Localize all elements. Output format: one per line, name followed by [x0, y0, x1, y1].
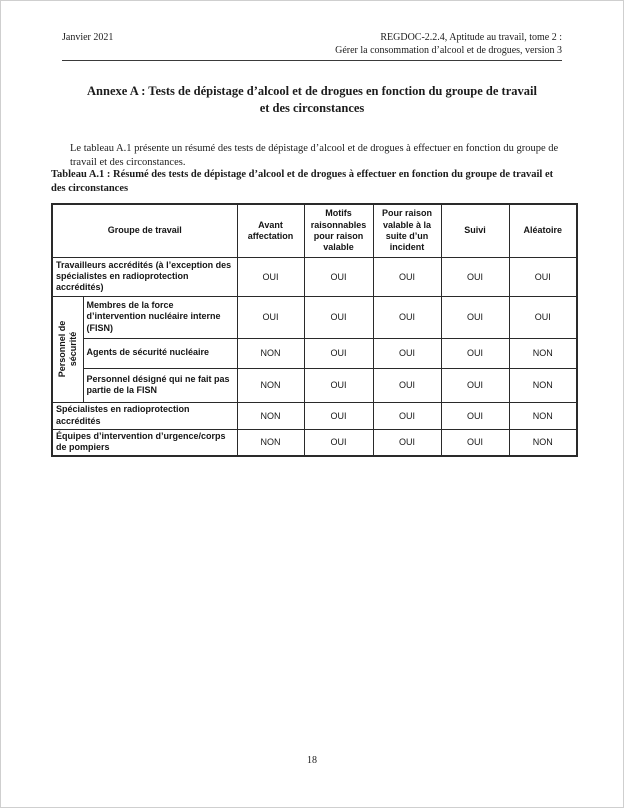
- header-doc-reference: [335, 31, 562, 57]
- table-caption: Tableau A.1 : Résumé des tests de dépistage d’alcool et de drogues à effectuer en fonction du groupe de travail et des circonstances: [51, 169, 554, 194]
- table-row: [52, 429, 577, 456]
- cell-value: OUI: [304, 296, 373, 338]
- cell-value: OUI: [509, 257, 577, 296]
- cell-value: OUI: [509, 296, 577, 338]
- cell-value: OUI: [441, 429, 509, 456]
- row-label-travailleurs-accredites: Travailleurs accrédités (à l’exception des spécialistes en radioprotection accrédités): [52, 257, 237, 296]
- testing-summary-table: [51, 203, 578, 457]
- row-label-specialistes-radioprotection: Spécialistes en radioprotection accrédités: [52, 402, 237, 429]
- cell-value: NON: [509, 368, 577, 402]
- row-label-equipes-urgence-pompiers: Équipes d’intervention d’urgence/corps de pompiers: [52, 429, 237, 456]
- col-header-raison-valable-incident: Pour raison valable à la suite d’un incident: [373, 204, 441, 257]
- cell-value: OUI: [304, 338, 373, 368]
- col-header-aleatoire: Aléatoire: [509, 204, 577, 257]
- table-header-row: [52, 204, 577, 257]
- cell-value: OUI: [441, 296, 509, 338]
- row-group-personnel-de-securite: [52, 296, 83, 402]
- cell-value: OUI: [441, 338, 509, 368]
- row-label-personnel-designe: Personnel désigné qui ne fait pas partie de la FISN: [83, 368, 237, 402]
- header-doc-line1: REGDOC-2.2.4, Aptitude au travail, tome 2 :: [380, 32, 562, 43]
- col-header-avant-affectation: Avant affectation: [237, 204, 304, 257]
- cell-value: OUI: [373, 429, 441, 456]
- running-header: [62, 31, 562, 61]
- cell-value: OUI: [373, 257, 441, 296]
- cell-value: NON: [237, 429, 304, 456]
- cell-value: OUI: [304, 368, 373, 402]
- cell-value: OUI: [373, 338, 441, 368]
- cell-value: OUI: [373, 296, 441, 338]
- rotated-group-label: Personnel de sécurité: [56, 320, 78, 378]
- cell-value: NON: [509, 429, 577, 456]
- row-label-membres-fisn: Membres de la force d’intervention nucléaire interne (FISN): [83, 296, 237, 338]
- cell-value: OUI: [441, 368, 509, 402]
- intro-paragraph: Le tableau A.1 présente un résumé des tests de dépistage d’alcool et de drogues à effectuer en fonction du groupe de travail et des circonstances.: [70, 142, 559, 168]
- table-row: [52, 296, 577, 338]
- header-doc-line2: Gérer la consommation d’alcool et de drogues, version 3: [335, 45, 562, 56]
- cell-value: OUI: [441, 257, 509, 296]
- cell-value: NON: [237, 368, 304, 402]
- header-date: Janvier 2021: [62, 32, 114, 43]
- cell-value: NON: [237, 338, 304, 368]
- table-row: [52, 402, 577, 429]
- annex-title: Annexe A : Tests de dépistage d’alcool et de drogues en fonction du groupe de travail et des circonstances: [87, 84, 537, 115]
- cell-value: NON: [509, 402, 577, 429]
- col-header-groupe-de-travail: Groupe de travail: [52, 204, 237, 257]
- cell-value: OUI: [237, 296, 304, 338]
- col-header-suivi: Suivi: [441, 204, 509, 257]
- page-number: 18: [307, 755, 317, 766]
- cell-value: OUI: [304, 402, 373, 429]
- cell-value: OUI: [237, 257, 304, 296]
- row-label-agents-securite-nucleaire: Agents de sécurité nucléaire: [83, 338, 237, 368]
- table-row: [52, 368, 577, 402]
- cell-value: OUI: [373, 368, 441, 402]
- cell-value: OUI: [441, 402, 509, 429]
- table-row: [52, 338, 577, 368]
- cell-value: NON: [237, 402, 304, 429]
- cell-value: OUI: [304, 257, 373, 296]
- cell-value: OUI: [304, 429, 373, 456]
- table-row: [52, 257, 577, 296]
- cell-value: OUI: [373, 402, 441, 429]
- cell-value: NON: [509, 338, 577, 368]
- col-header-motifs-raisonnables: Motifs raisonnables pour raison valable: [304, 204, 373, 257]
